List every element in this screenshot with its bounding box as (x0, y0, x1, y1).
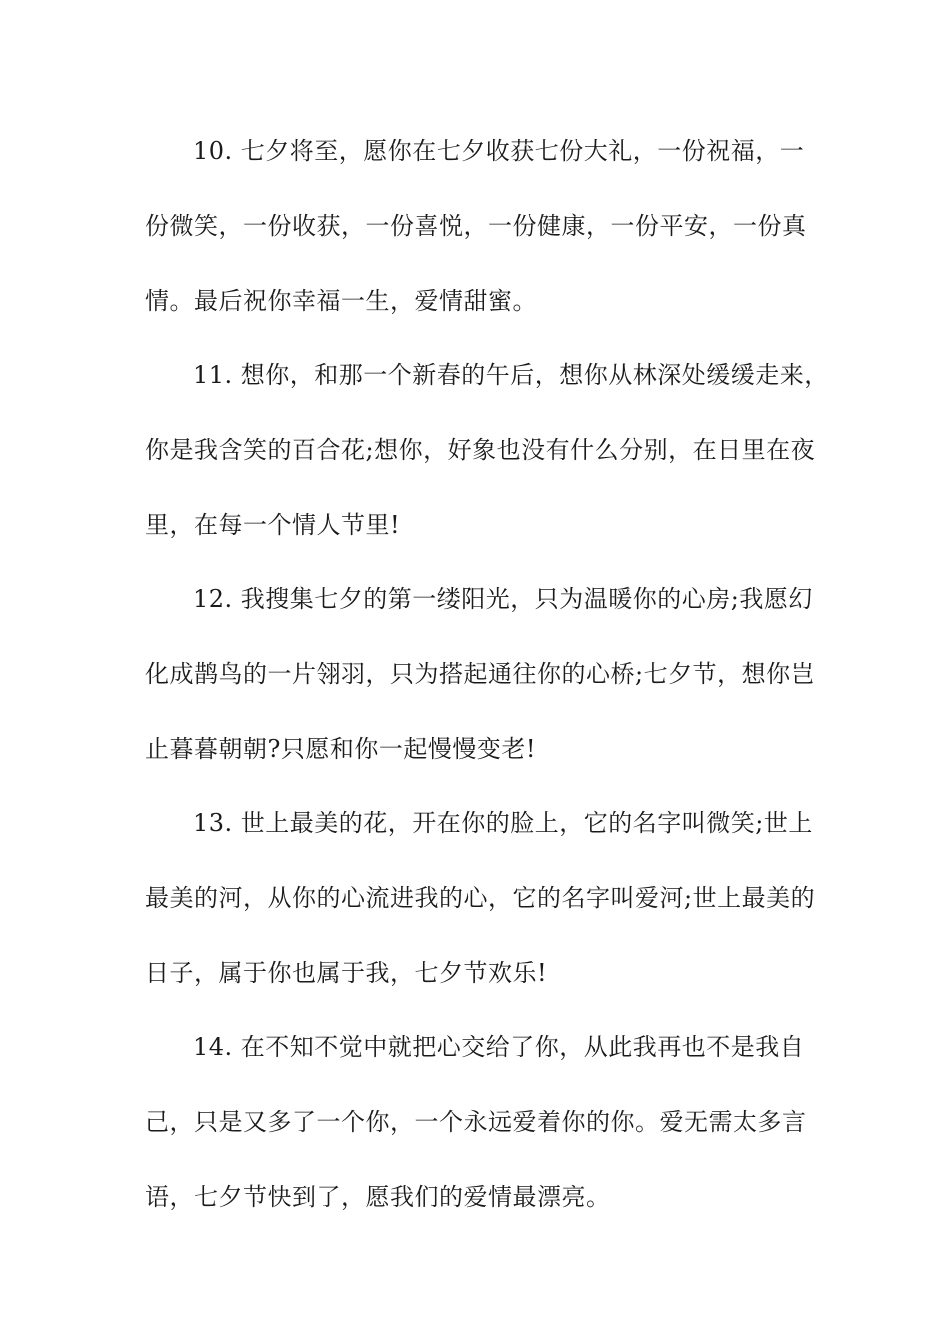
paragraph-11-line-1: 11. 想你，和那一个新春的午后，想你从林深处缓缓走来， (193, 361, 829, 389)
paragraph-11-line-2: 你是我含笑的百合花;想你，好象也没有什么分别，在日里在夜 (145, 436, 816, 464)
paragraph-11-line-3: 里，在每一个情人节里! (145, 511, 401, 539)
paragraph-13-line-3: 日子，属于你也属于我，七夕节欢乐! (145, 959, 548, 987)
paragraph-14-line-3: 语，七夕节快到了，愿我们的爱情最漂亮。 (145, 1183, 611, 1211)
paragraph-10-line-1: 10. 七夕将至，愿你在七夕收获七份大礼，一份祝福，一 (193, 137, 805, 165)
paragraph-10-line-3: 情。最后祝你幸福一生，爱情甜蜜。 (145, 287, 537, 315)
paragraph-13-line-2: 最美的河，从你的心流进我的心，它的名字叫爱河;世上最美的 (145, 884, 816, 912)
paragraph-12-line-3: 止暮暮朝朝?只愿和你一起慢慢变老! (145, 735, 537, 763)
paragraph-12-line-1: 12. 我搜集七夕的第一缕阳光，只为温暖你的心房;我愿幻 (193, 585, 813, 613)
paragraph-10-line-2: 份微笑，一份收获，一份喜悦，一份健康，一份平安，一份真 (145, 212, 807, 240)
paragraph-14-line-1: 14. 在不知不觉中就把心交给了你，从此我再也不是我自 (193, 1033, 805, 1061)
paragraph-14-line-2: 己，只是又多了一个你，一个永远爱着你的你。爱无需太多言 (145, 1108, 807, 1136)
paragraph-12-line-2: 化成鹊鸟的一片翎羽，只为搭起通往你的心桥;七夕节，想你岂 (145, 660, 816, 688)
paragraph-13-line-1: 13. 世上最美的花，开在你的脸上，它的名字叫微笑;世上 (193, 809, 813, 837)
